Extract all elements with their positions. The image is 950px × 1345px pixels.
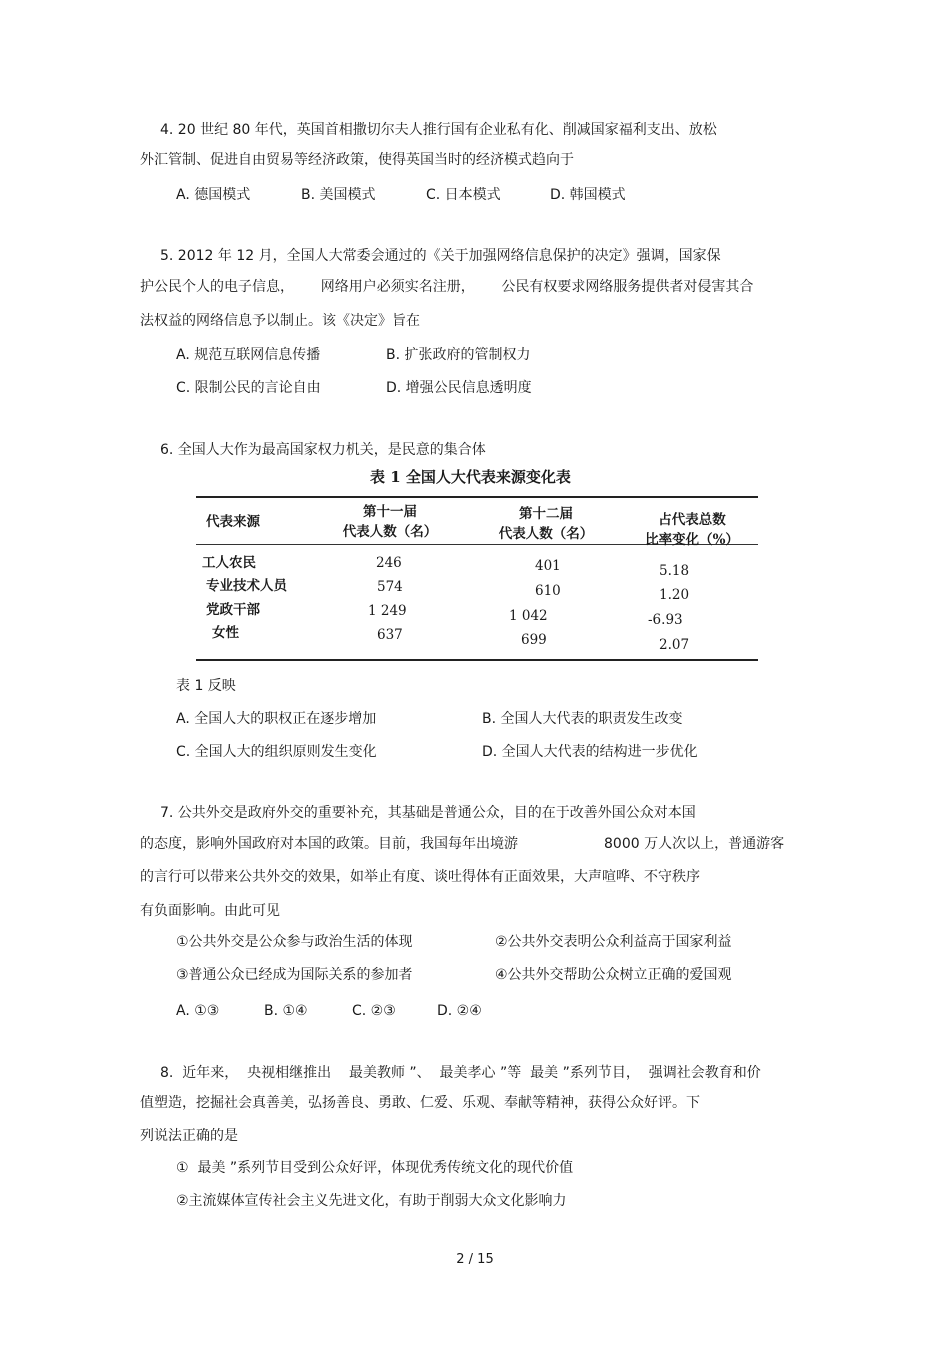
header-12th (486, 504, 606, 544)
header-ratio-line2: 比率变化（%） (645, 532, 739, 548)
q5-option-c: C. 限制公民的言论自由 (176, 380, 321, 396)
row-officials-12th: 1 042 (509, 608, 548, 624)
row-officials-ratio: -6.93 (648, 612, 683, 628)
row-professionals-12th: 610 (535, 583, 561, 599)
q5-stem-line3: 法权益的网络信息予以制止。该《决定》旨在 (140, 313, 420, 329)
header-12th-line1: 第十二届 (519, 506, 573, 522)
q5-stem-line1: 5. 2012 年 12 月，全国人大常委会通过的《关于加强网络信息保护的决定》强调，国家保 (160, 248, 721, 264)
row-workers-label: 工人农民 (202, 555, 256, 571)
row-women-11th: 637 (377, 627, 403, 643)
q7-statement-2: ②公共外交表明公众利益高于国家利益 (495, 934, 732, 950)
q7-option-b: B. ①④ (264, 1003, 308, 1019)
q6-option-b: B. 全国人大代表的职责发生改变 (482, 711, 683, 727)
header-12th-line2: 代表人数（名） (498, 526, 594, 542)
q4-option-b: B. 美国模式 (301, 187, 376, 203)
q7-stem-line1: 7. 公共外交是政府外交的重要补充，其基础是普通公众，目的在于改善外国公众对本国 (160, 805, 696, 821)
row-workers-12th: 401 (535, 558, 561, 574)
header-ratio-line1: 占代表总数 (658, 512, 726, 528)
q6-stem-line1: 6. 全国人大作为最高国家权力机关，是民意的集合体 (160, 442, 486, 458)
q7-option-a: A. ①③ (176, 1003, 220, 1019)
row-officials-11th: 1 249 (368, 603, 407, 619)
header-source: 代表来源 (206, 514, 260, 530)
q4-option-a: A. 德国模式 (176, 187, 251, 203)
q7-statement-3: ③普通公众已经成为国际关系的参加者 (176, 967, 413, 983)
q7-stem-line3: 的言行可以带来公共外交的效果，如举止有度、谈吐得体有正面效果，大声喧哗、不守秩序 (140, 869, 700, 885)
q8-stem-line3: 列说法正确的是 (140, 1128, 238, 1144)
row-professionals-label: 专业技术人员 (206, 578, 287, 594)
table-bottom-rule (196, 659, 758, 661)
row-women-ratio: 2.07 (659, 637, 690, 653)
row-women-label: 女性 (212, 625, 239, 641)
q5-option-a: A. 规范互联网信息传播 (176, 347, 321, 363)
row-officials-label: 党政干部 (206, 602, 260, 618)
table-title: 表 1 全国人大代表来源变化表 (370, 468, 571, 486)
q7-stem-line2b: 8000 万人次以上，普通游客 (604, 836, 785, 852)
q8-stem-line1: 8. 近年来， 央视相继推出 最美教师 ”、 最美孝心 ”等 最美 ”系列节目， 强调社会教育和价 (160, 1065, 761, 1081)
q6-option-d: D. 全国人大代表的结构进一步优化 (482, 744, 698, 760)
header-11th-line1: 第十一届 (363, 504, 417, 520)
row-workers-ratio: 5.18 (659, 563, 690, 579)
row-women-12th: 699 (521, 632, 547, 648)
q6-caption: 表 1 反映 (176, 678, 236, 694)
representatives-table (196, 466, 758, 664)
row-professionals-ratio: 1.20 (659, 587, 690, 603)
q5-option-b: B. 扩张政府的管制权力 (386, 347, 531, 363)
q8-stem-line2: 值塑造，挖掘社会真善美，弘扬善良、勇敢、仁爱、乐观、奉献等精神，获得公众好评。下 (140, 1095, 700, 1111)
q7-option-d: D. ②④ (437, 1003, 482, 1019)
q6-option-c: C. 全国人大的组织原则发生变化 (176, 744, 377, 760)
q5-option-d: D. 增强公民信息透明度 (386, 380, 532, 396)
row-workers-11th: 246 (376, 555, 402, 571)
q4-stem-line2: 外汇管制、促进自由贸易等经济政策，使得英国当时的经济模式趋向于 (140, 152, 574, 168)
header-11th (330, 502, 450, 542)
q4-stem-line1: 4. 20 世纪 80 年代，英国首相撒切尔夫人推行国有企业私有化、削减国家福利支出、放松 (160, 122, 717, 138)
q7-stem-line4: 有负面影响。由此可见 (140, 903, 280, 919)
q4-option-d: D. 韩国模式 (550, 187, 626, 203)
q7-stem-line2a: 的态度，影响外国政府对本国的政策。目前，我国每年出境游 (140, 836, 518, 852)
page-number: 2 / 15 (456, 1252, 494, 1267)
header-11th-line2: 代表人数（名） (342, 524, 438, 540)
header-ratio (632, 510, 752, 550)
q5-stem-line2: 护公民个人的电子信息， 网络用户必须实名注册， 公民有权要求网络服务提供者对侵害其合 (140, 279, 754, 295)
q8-statement-2: ②主流媒体宣传社会主义先进文化，有助于削弱大众文化影响力 (176, 1193, 567, 1209)
table-top-rule (196, 496, 758, 498)
q4-option-c: C. 日本模式 (426, 187, 501, 203)
q7-statement-1: ①公共外交是公众参与政治生活的体现 (176, 934, 413, 950)
q7-option-c: C. ②③ (352, 1003, 396, 1019)
q7-statement-4: ④公共外交帮助公众树立正确的爱国观 (495, 967, 732, 983)
q6-option-a: A. 全国人大的职权正在逐步增加 (176, 711, 377, 727)
q8-statement-1: ① 最美 ”系列节目受到公众好评，体现优秀传统文化的现代价值 (176, 1160, 574, 1176)
row-professionals-11th: 574 (377, 579, 403, 595)
